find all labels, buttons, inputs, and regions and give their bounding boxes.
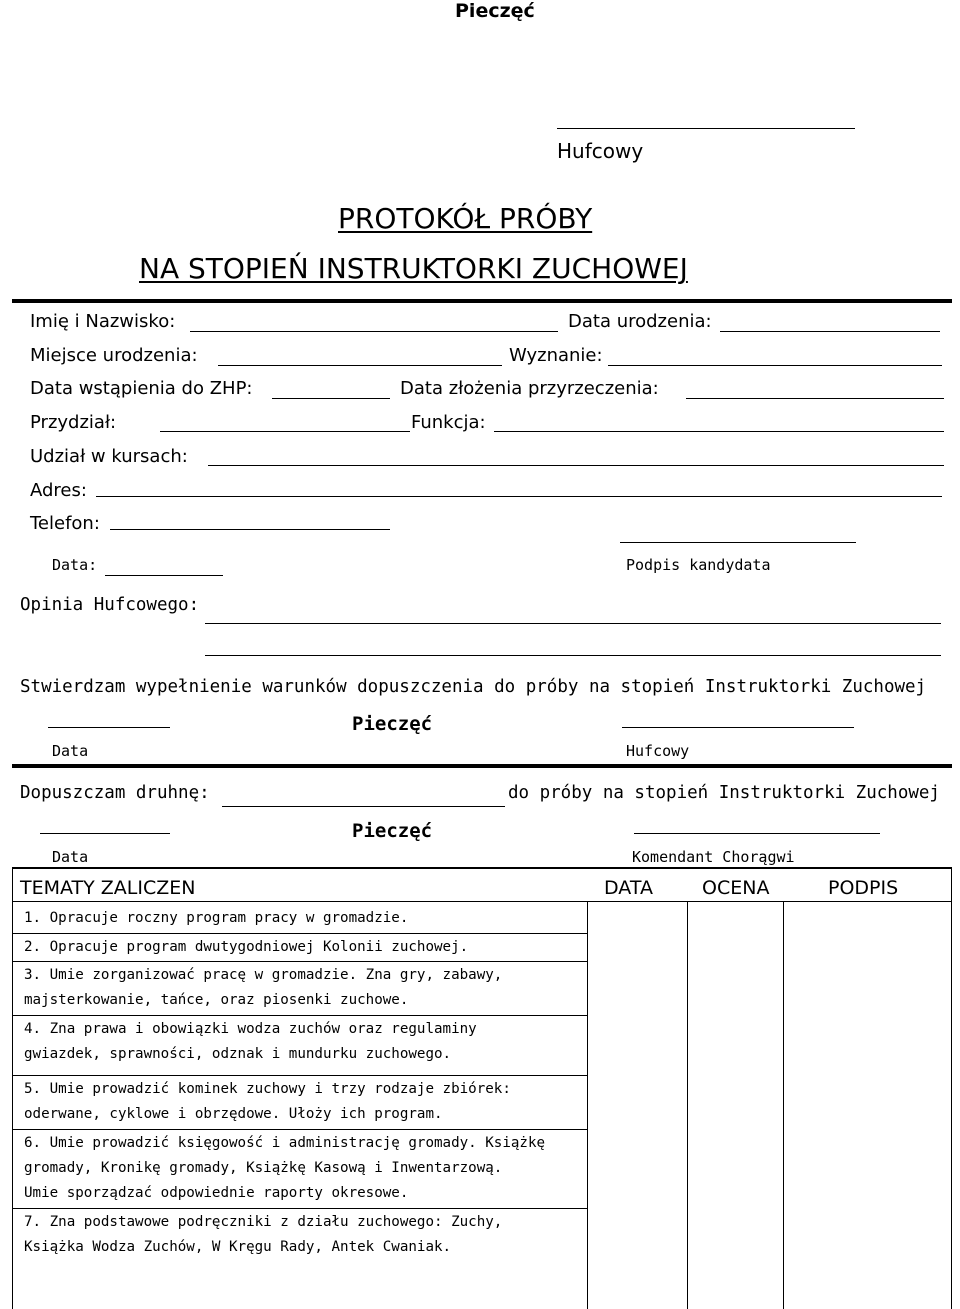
table-row-6 (24, 1131, 545, 1206)
table-col-divider-signature (783, 901, 784, 1309)
table-row-1-line-1: 1. Opracuje roczny program pracy w gromadzie. (24, 910, 409, 926)
block1-date-line (48, 727, 170, 728)
name-label: Imię i Nazwisko: (30, 311, 176, 332)
row-separator-2 (12, 961, 587, 962)
table-row-6-line-2: gromady, Kronikę gromady, Książkę Kasową i Inwentarzową. (24, 1160, 503, 1176)
table-row-2-line-1: 2. Opracuje program dwutygodniowej Kolonii zuchowej. (24, 939, 469, 955)
block2-date-label: Data (52, 848, 89, 866)
table-row-6-line-3: Umie sporządzać odpowiednie raporty okresowe. (24, 1185, 409, 1201)
phone-label: Telefon: (30, 513, 100, 534)
table-row-4-line-2: gwiazdek, sprawności, odznak i mundurku zuchowego. (24, 1046, 452, 1062)
candidate-date-field[interactable] (105, 575, 223, 576)
join-date-label: Data wstąpienia do ZHP: (30, 378, 253, 399)
birth-date-field[interactable] (720, 331, 940, 332)
birth-place-label: Miejsce urodzenia: (30, 345, 198, 366)
address-field[interactable] (96, 496, 942, 497)
candidate-signature-label: Podpis kandydata (626, 556, 771, 574)
opinion-label: Opinia Hufcowego: (20, 595, 200, 615)
row-separator-5 (12, 1129, 587, 1130)
row-separator-4 (12, 1075, 587, 1076)
table-col-divider-date (587, 901, 588, 1309)
admit-suffix-label: do próby na stopień Instruktorki Zuchowej (508, 783, 940, 803)
birth-place-field[interactable] (218, 365, 502, 366)
table-row-2 (24, 935, 468, 960)
religion-field[interactable] (608, 365, 942, 366)
candidate-signature-line (620, 542, 856, 543)
table-top-border (12, 867, 952, 869)
courses-field[interactable] (208, 465, 944, 466)
table-row-5 (24, 1077, 511, 1127)
opinion-field-1[interactable] (205, 623, 941, 624)
statement-text: Stwierdzam wypełnienie warunków dopuszczenia do próby na stopień Instruktorki Zuchowej (20, 677, 927, 697)
address-label: Adres: (30, 480, 87, 501)
join-date-field[interactable] (272, 398, 390, 399)
table-col-divider-grade (687, 901, 688, 1309)
function-label: Funkcja: (411, 412, 486, 433)
admit-name-field[interactable] (222, 806, 505, 807)
assignment-label: Przydział: (30, 412, 117, 433)
religion-label: Wyznanie: (509, 345, 603, 366)
block1-date-label: Data (52, 742, 89, 760)
hufcowy-label-top: Hufcowy (557, 139, 644, 163)
block1-signer-label: Hufcowy (626, 742, 690, 760)
table-row-7-line-1: 7. Zna podstawowe podręczniki z działu zuchowego: Zuchy, (24, 1214, 503, 1230)
date-label-candidate: Data: (52, 556, 98, 574)
row-separator-1 (12, 933, 587, 934)
promise-date-label: Data złożenia przyrzeczenia: (400, 378, 659, 399)
block2-date-line (40, 833, 170, 834)
title-line-2: NA STOPIEŃ INSTRUKTORKI ZUCHOWEJ (139, 252, 688, 285)
table-row-1 (24, 906, 408, 931)
birth-date-label: Data urodzenia: (568, 311, 712, 332)
promise-date-field[interactable] (686, 398, 944, 399)
title-line-1: PROTOKÓŁ PRÓBY (338, 202, 593, 235)
section-divider-mid (12, 764, 952, 768)
table-row-3-line-2: majsterkowanie, tańce, oraz piosenki zuchowe. (24, 992, 409, 1008)
block2-stamp-label: Pieczęć (352, 820, 433, 842)
block1-stamp-label: Pieczęć (352, 713, 433, 735)
table-row-4-line-1: 4. Zna prawa i obowiązki wodza zuchów oraz regulaminy (24, 1021, 477, 1037)
function-field[interactable] (494, 431, 944, 432)
phone-field[interactable] (110, 529, 390, 530)
section-divider-top (12, 299, 952, 303)
table-header-topics: TEMATY ZALICZEN (20, 877, 196, 899)
name-field[interactable] (190, 331, 558, 332)
table-row-5-line-2: oderwane, cyklowe i obrzędowe. Ułoży ich program. (24, 1106, 443, 1122)
block2-signature-line (634, 833, 880, 834)
table-header-date: DATA (604, 877, 653, 899)
table-row-3-line-1: 3. Umie zorganizować pracę w gromadzie. Zna gry, zabawy, (24, 967, 503, 983)
table-header-signature: PODPIS (828, 877, 899, 899)
table-header-grade: OCENA (702, 877, 770, 899)
row-separator-3 (12, 1015, 587, 1016)
table-row-7 (24, 1210, 502, 1260)
table-row-7-line-2: Książka Wodza Zuchów, W Kręgu Rady, Antek Cwaniak. (24, 1239, 452, 1255)
stamp-label-top: Pieczęć (455, 0, 535, 22)
hufcowy-signature-line-top (557, 128, 855, 129)
admit-prefix-label: Dopuszczam druhnę: (20, 783, 210, 803)
assignment-field[interactable] (160, 431, 410, 432)
table-header-underline (12, 901, 952, 902)
block1-signature-line (622, 727, 854, 728)
table-row-5-line-1: 5. Umie prowadzić kominek zuchowy i trzy rodzaje zbiórek: (24, 1081, 511, 1097)
table-row-3 (24, 963, 502, 1013)
table-row-4 (24, 1017, 477, 1067)
table-row-6-line-1: 6. Umie prowadzić księgowość i administrację gromady. Książkę (24, 1135, 546, 1151)
opinion-field-2[interactable] (205, 655, 941, 656)
block2-signer-label: Komendant Chorągwi (632, 848, 795, 866)
table-right-border (951, 867, 952, 1309)
courses-label: Udział w kursach: (30, 446, 188, 467)
row-separator-6 (12, 1208, 587, 1209)
topics-table (12, 867, 952, 1309)
